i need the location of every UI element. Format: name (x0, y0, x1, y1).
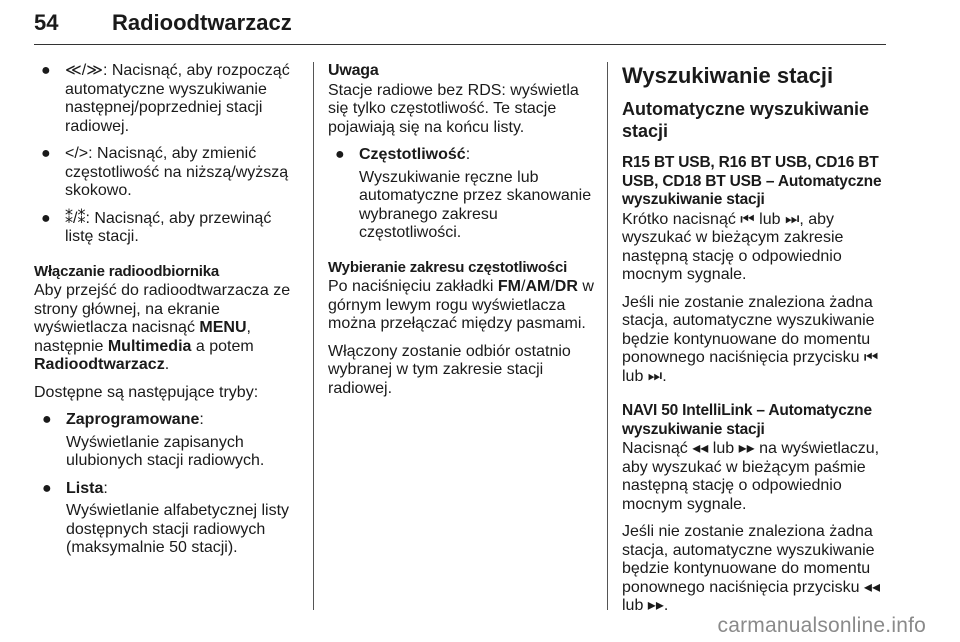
paragraph-last-station: Włączony zostanie odbiór ostatnio wybranej w tym zakresie stacji radiowej. (328, 342, 571, 397)
list-item (34, 480, 298, 499)
navi-heading: NAVI 50 IntelliLink – Automatyczne wyszukiwanie stacji (622, 402, 872, 438)
button-symbol: </> (65, 145, 89, 162)
skip-forward-icon: ⏭ (784, 210, 800, 228)
column-middle (328, 62, 596, 407)
text-run: Po naciśnięciu zakładki (328, 278, 498, 295)
button-symbol: ≪/≫ (65, 62, 103, 79)
paragraph-auto-search (622, 211, 886, 285)
am-keyword: AM (525, 278, 551, 295)
note-title: Uwaga (328, 62, 379, 79)
list-item (34, 411, 298, 430)
text-run: . (164, 356, 170, 373)
page-header (34, 4, 886, 45)
list-item (328, 146, 596, 165)
paragraph-not-found (622, 294, 886, 387)
rewind-icon: ◂◂ (863, 578, 880, 596)
button-symbol: ⁑/⁑ (65, 209, 86, 227)
rewind-icon: ◂◂ (692, 440, 709, 457)
skip-back-icon: ⏮ (863, 349, 879, 366)
page-number: 54 (34, 10, 59, 35)
text-run: Nacisnąć (622, 440, 693, 457)
text-run: w górnym lewym rogu wyświetlacza można przełączać między pasmami. (328, 278, 594, 332)
dr-keyword: DR (554, 278, 578, 295)
column-divider-right (607, 62, 608, 610)
text-run: / (520, 278, 526, 295)
menu-keyword: MENU (199, 319, 247, 336)
list-item (34, 210, 298, 247)
text-run: . (663, 597, 669, 614)
bullet-icon: ● (335, 146, 345, 163)
text-run: Jeśli nie zostanie znaleziona żadna stacja, automatyczne wyszukiwanie będzie kontynuowane do momentu ponownego naciśnięcia przycisku (622, 523, 875, 596)
bullet-text: : Nacisnąć, aby rozpocząć automatyczne wyszukiwanie następnej/poprzedniej stacji radiowej. (65, 62, 290, 135)
list-item (34, 145, 298, 201)
frequency-label: Częstotliwość (359, 146, 466, 163)
watermark: carmanualsonline.info (717, 614, 926, 637)
text-run: , następnie (34, 319, 251, 355)
models-heading: R15 BT USB, R16 BT USB, CD16 BT USB, CD18 BT USB – Automatyczne wyszukiwanie stacji (622, 154, 882, 208)
text-run: lub (754, 210, 785, 228)
paragraph-radio-on (34, 282, 298, 375)
multimedia-keyword: Multimedia (107, 337, 192, 355)
heading-band-select: Wybieranie zakresu częstotliwości (328, 258, 568, 276)
heading-radio-on: Włączanie radioodbiornika (34, 262, 220, 280)
text-run: : (103, 479, 108, 497)
mode-description: Wyświetlanie alfabetycznej listy dostępnych stacji radiowych (maksymalnie 50 stacji). (66, 502, 290, 556)
list-item (34, 62, 298, 136)
text-run: lub (708, 440, 739, 457)
bullet-text: : Nacisnąć, aby zmienić częstotliwość na niższą/wyższą skokowo. (65, 145, 289, 199)
text-run: Krótko nacisnąć (622, 210, 741, 228)
text-run: a potem (191, 337, 254, 355)
mode-label: Zaprogramowane (66, 411, 200, 428)
bullet-icon: ● (41, 209, 51, 227)
text-run: : (465, 146, 471, 163)
bullet-icon: ● (42, 411, 52, 428)
column-right (622, 62, 886, 625)
text-run: . (662, 367, 667, 385)
paragraph-navi-search (622, 440, 886, 514)
note-text: Stacje radiowe bez RDS: wyświetla się tylko częstotliwość. Te stacje pojawiają się na końcu listy. (328, 81, 579, 136)
fm-keyword: FM (497, 278, 521, 295)
header-title: Radioodtwarzacz (112, 10, 292, 35)
text-run: lub (622, 597, 648, 614)
paragraph-navi-not-found (622, 523, 886, 616)
column-left (34, 62, 298, 567)
text-run: , aby wyszukać w bieżącym zakresie następną stację o odpowiednio mocnym sygnale. (622, 210, 844, 283)
mode-label: Lista (66, 479, 104, 497)
frequency-description: Wyszukiwanie ręczne lub automatyczne przez skanowanie wybranego zakresu częstotliwości. (359, 168, 592, 241)
paragraph-band-select (328, 278, 596, 334)
bullet-icon: ● (41, 62, 51, 79)
text-run: : (199, 411, 204, 428)
skip-back-icon: ⏮ (740, 210, 755, 228)
text-run: na wyświetlaczu, aby wyszukać w bieżącym paśmie następną stację o odpowiednio mocnym sygnale. (622, 440, 880, 513)
bullet-icon: ● (42, 479, 52, 497)
skip-forward-icon: ⏭ (647, 367, 663, 385)
column-divider-left (313, 62, 314, 610)
modes-intro: Dostępne są następujące tryby: (34, 383, 259, 401)
subsection-title: Automatyczne wyszukiwanie stacji (622, 99, 870, 141)
bullet-text: : Nacisnąć, aby przewinąć listę stacji. (65, 209, 272, 245)
section-title: Wyszukiwanie stacji (622, 63, 834, 88)
fast-forward-icon: ▸▸ (647, 597, 664, 614)
text-run: Jeśli nie zostanie znaleziona żadna stacja, automatyczne wyszukiwanie będzie kontynuowane do momentu ponownego naciśnięcia przycisku (622, 293, 875, 366)
mode-description: Wyświetlanie zapisanych ulubionych stacji radiowych. (66, 433, 265, 469)
text-run: / (550, 278, 555, 295)
fast-forward-icon: ▸▸ (738, 440, 755, 457)
radio-keyword: Radioodtwarzacz (34, 356, 165, 373)
text-run: Aby przejść do radioodtwarzacza ze strony głównej, na ekranie wyświetlacza nacisnąć (34, 282, 291, 336)
bullet-icon: ● (41, 145, 51, 162)
text-run: lub (622, 367, 648, 385)
